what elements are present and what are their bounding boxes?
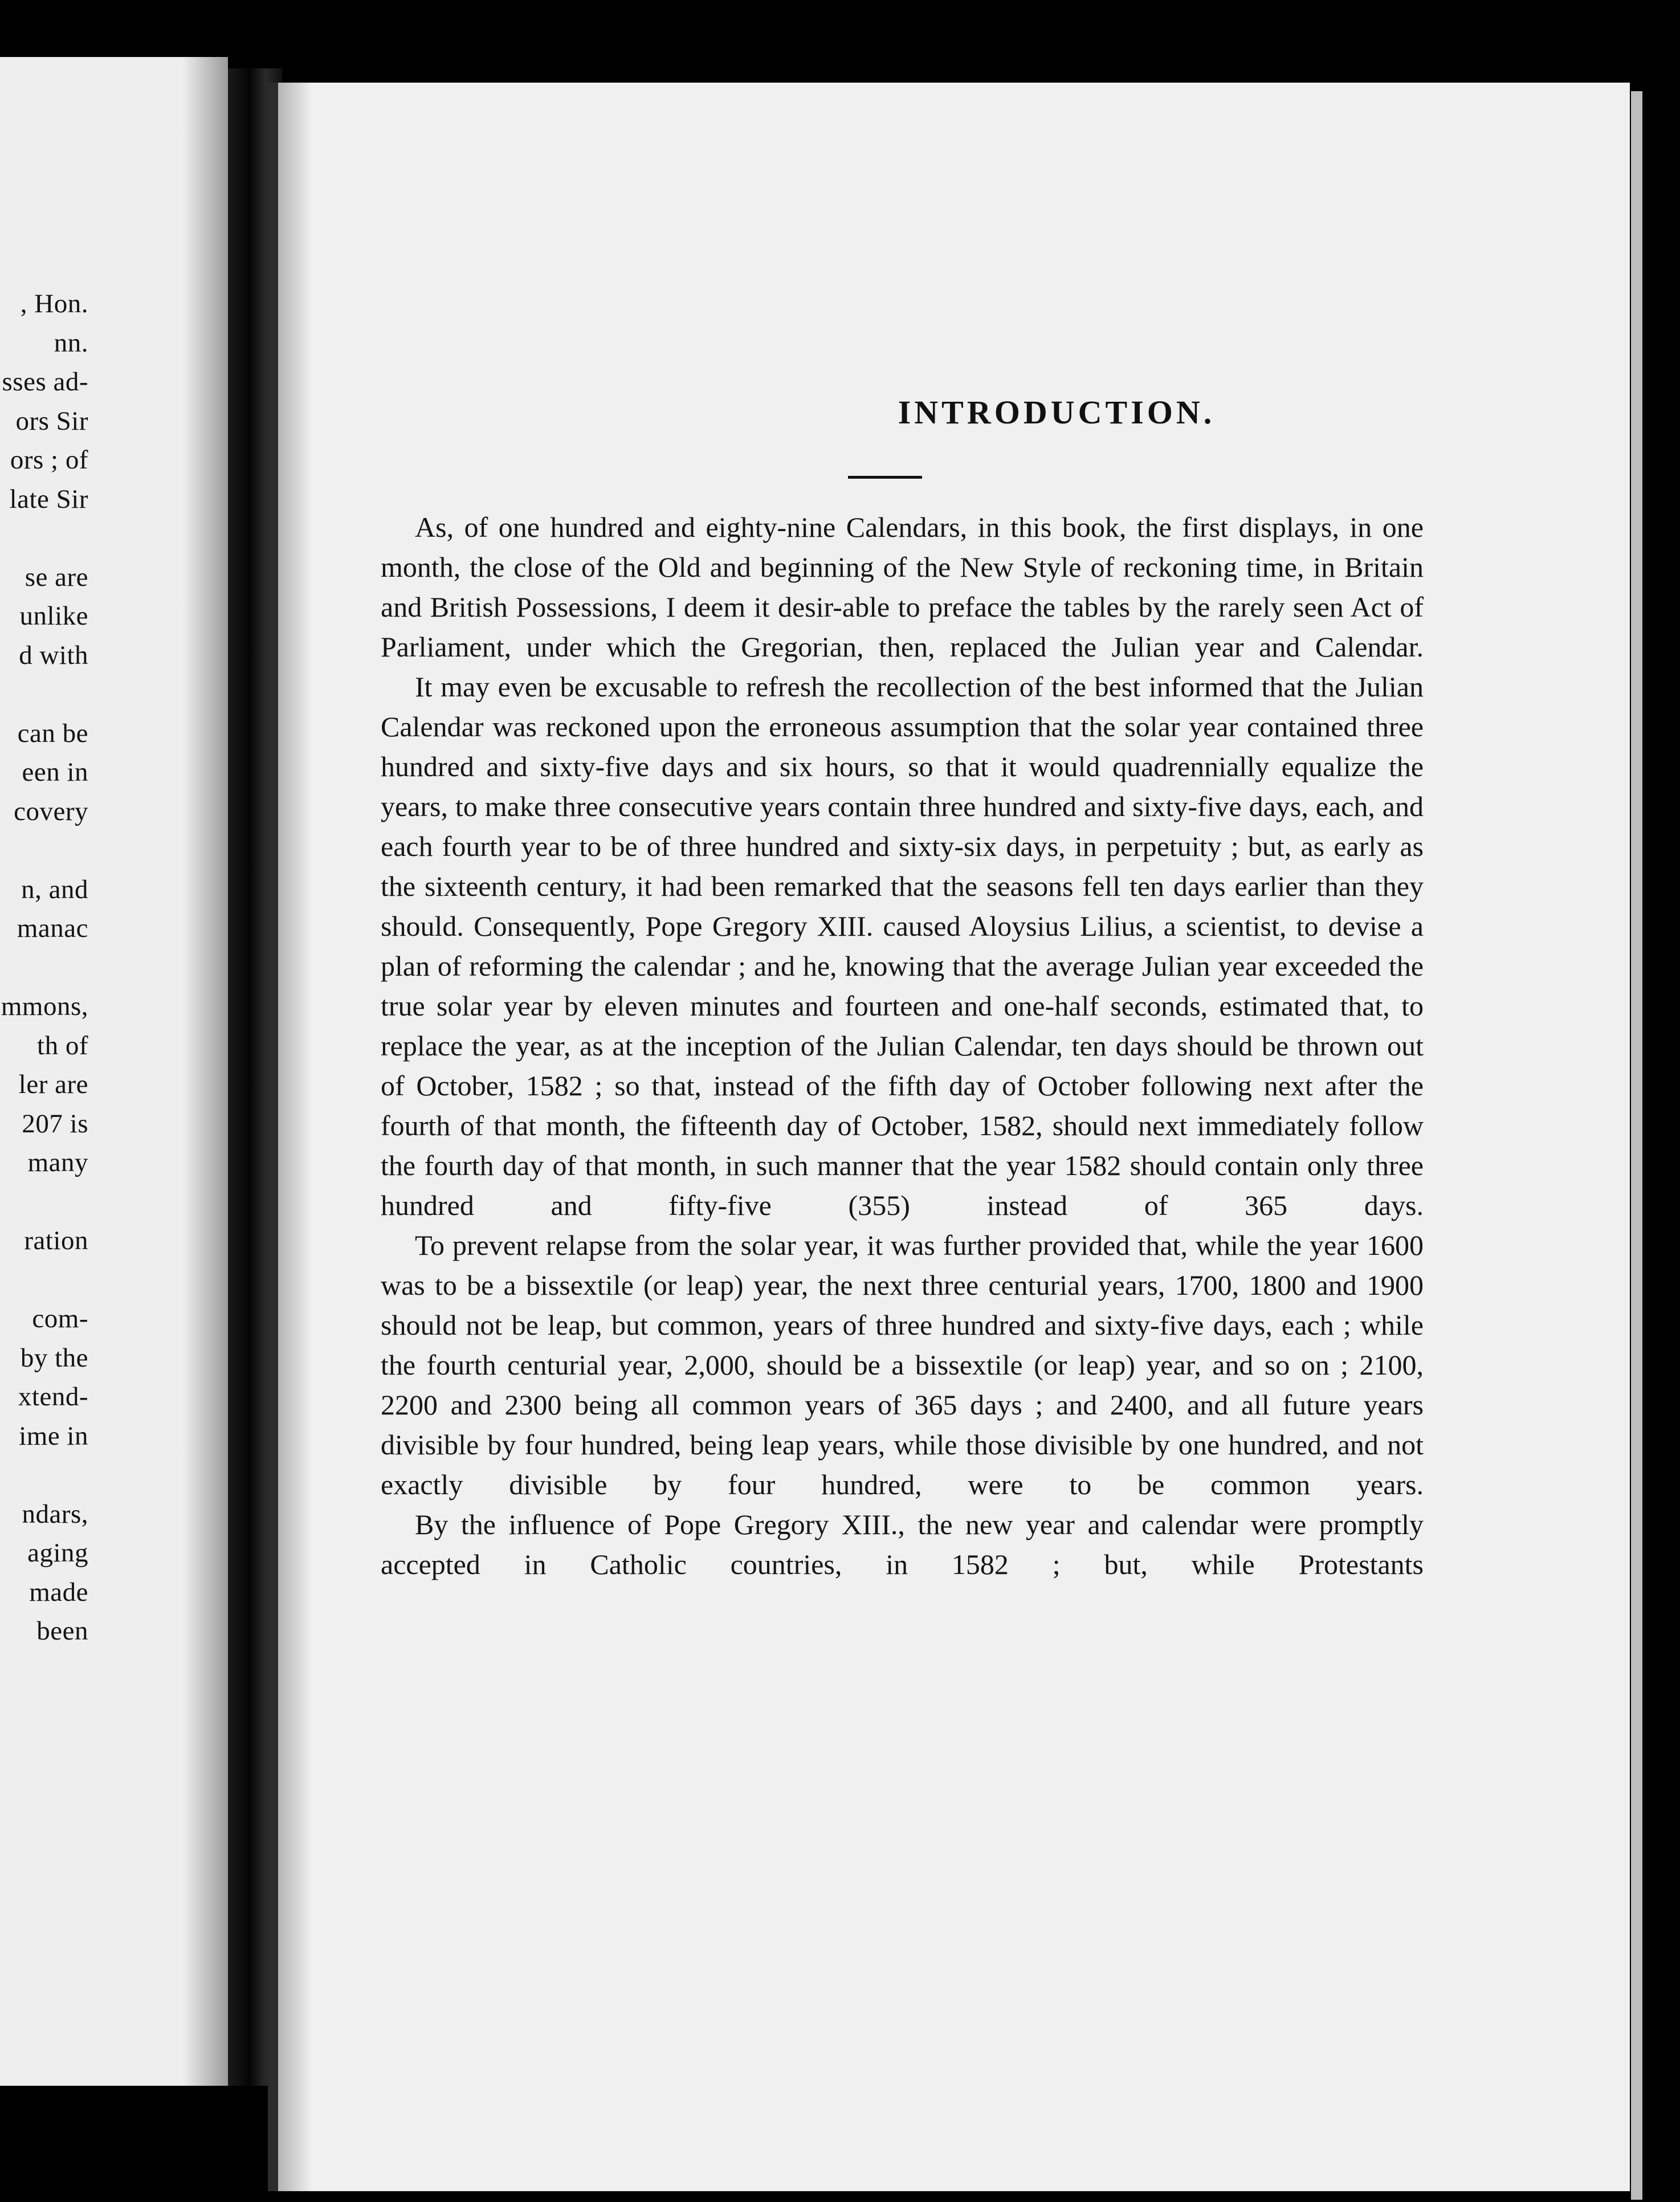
left-page-line: een in [22, 757, 88, 787]
left-page-line: manac [17, 914, 88, 943]
title-rule [848, 476, 922, 479]
left-page-line: unlike [19, 601, 88, 631]
left-page-line: can be [17, 718, 88, 748]
paragraph-1: As, of one hundred and eighty-nine Calendars, in this book, the first displays, in one month, the close of the Old and beginning of the New Style of reckoning time, in Britain and British Possessions, I deem it desir-able to preface the tables by the rarely seen Act of Parliament, under which the Gregorian, then, replaced the Julian year and Calendar. [381, 511, 1424, 663]
left-page-line: late Sir [9, 484, 88, 514]
left-page-line: n, and [21, 874, 88, 904]
left-page-shadow [182, 57, 228, 2086]
left-page-line: sses ad- [2, 367, 88, 397]
left-page-line: ler are [18, 1070, 88, 1099]
left-page [0, 57, 228, 2086]
page-edge [1631, 91, 1642, 2200]
left-page-line: com- [32, 1304, 88, 1334]
left-page-line: th of [37, 1030, 88, 1061]
left-page-line: been [36, 1616, 88, 1646]
left-page-line: d with [19, 640, 88, 670]
left-page-line: , Hon. [20, 289, 88, 319]
body-text [381, 507, 1424, 1584]
left-page-line: covery [14, 796, 88, 826]
left-page-line: by the [20, 1343, 88, 1373]
left-page-line: made [29, 1577, 88, 1607]
left-page-line: ime in [19, 1421, 88, 1451]
left-page-line: ration [24, 1226, 88, 1255]
left-page-line: mmons, [1, 992, 88, 1021]
page-title: INTRODUCTION. [898, 394, 1216, 431]
left-page-line: 207 is [22, 1108, 88, 1139]
left-page-line: ndars, [22, 1499, 88, 1529]
left-page-line: aging [27, 1538, 88, 1568]
paragraph-4: By the influence of Pope Gregory XIII., the new year and calendar were promptly accepted in Catholic countries, in 1582 ; but, while Protestants [381, 1508, 1424, 1580]
left-page-line: se are [25, 562, 88, 592]
left-page-line: many [27, 1148, 88, 1177]
paragraph-3: To prevent relapse from the solar year, it was further provided that, while the year 1600 was to be a bissextile (or leap) year, the next three centurial years, 1700, 1800 and 1900 should not be leap, but common, years of three hundred and sixty-five days, each ; while the fourth centurial year, 2,000, should be a bissextile (or leap) year, and so on ; 2100, 2200 and 2300 being all common years of 365 days ; and 2400, and all future years divisible by four hundred, being leap years, while those divisible by one hundred, and not exactly divisible by four hundred, were to be common years. [381, 1229, 1424, 1500]
left-page-line: ors ; of [10, 445, 88, 475]
left-page-line: ors Sir [15, 406, 88, 436]
left-page-line: xtend- [18, 1382, 88, 1412]
paragraph-2: It may even be excusable to refresh the recollection of the best informed that the Julian Calendar was reckoned upon the erroneous assumption that the solar year contained three hundred and sixty-five days and six hours, so that it would quadrennially equalize the years, to make three consecutive years contain three hundred and sixty-five days, each, and each fourth year to be of three hundred and sixty-six days, in perpetuity ; but, as early as the sixteenth century, it had been remarked that the seasons fell ten days earlier than they should. Consequently, Pope Gregory XIII. caused Aloysius Lilius, a scientist, to devise a plan of reforming the calendar ; and he, knowing that the average Julian year exceeded the true solar year by eleven minutes and fourteen and one-half seconds, estimated that, to replace the year, as at the inception of the Julian Calendar, ten days should be thrown out of October, 1582 ; so that, instead of the fifth day of October following next after the fourth of that month, the fifteenth day of October, 1582, should next immediately follow the fourth day of that month, in such manner that the year 1582 should contain only three hundred and fifty-five (355) instead of 365 days. [381, 671, 1424, 1221]
right-page [268, 83, 1630, 2191]
left-page-line: nn. [54, 328, 88, 358]
